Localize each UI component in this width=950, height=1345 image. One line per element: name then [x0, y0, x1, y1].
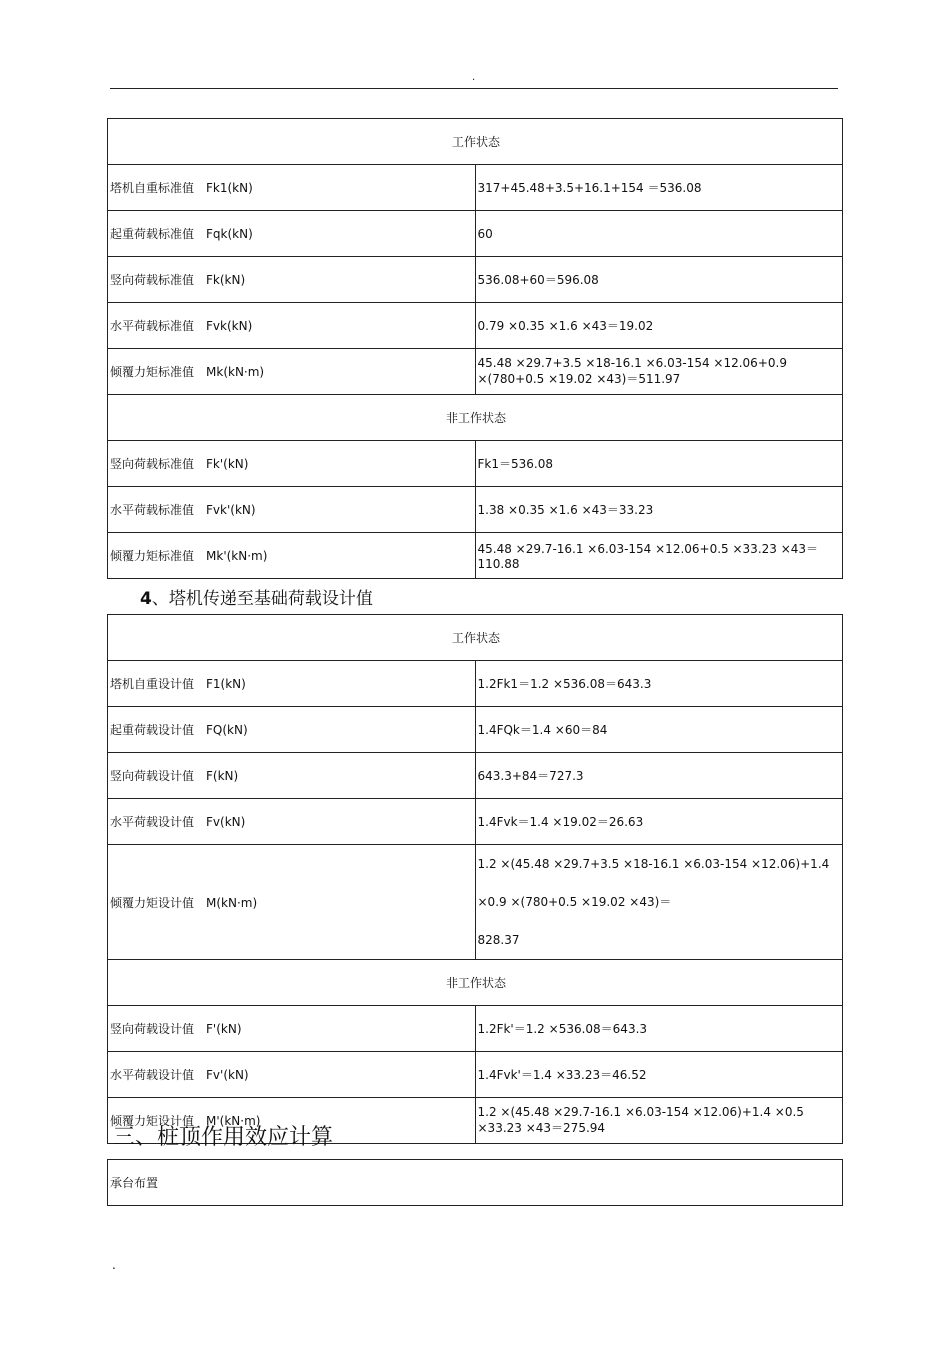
- cap-layout-table: [107, 1159, 843, 1206]
- table-row: [108, 533, 843, 579]
- working-state-title: 工作状态: [108, 119, 843, 165]
- row-label: 塔机自重设计值 F1(kN): [108, 661, 476, 707]
- table-row: [108, 165, 843, 211]
- table-row: [108, 257, 843, 303]
- row-label: 竖向荷载标准值 Fk(kN): [108, 257, 476, 303]
- row-label: 倾覆力矩设计值 M(kN·m): [108, 845, 476, 960]
- row-value: 1.4Fvk＝1.4 ×19.02＝26.63: [475, 799, 843, 845]
- row-value: 45.48 ×29.7-16.1 ×6.03-154 ×12.06+0.5 ×33.23 ×43＝110.88: [475, 533, 843, 579]
- row-value: 643.3+84＝727.3: [475, 753, 843, 799]
- row-label: 倾覆力矩标准值 Mk(kN·m): [108, 349, 476, 395]
- row-label: 倾覆力矩标准值 Mk'(kN·m): [108, 533, 476, 579]
- table-row: [108, 441, 843, 487]
- row-label: 塔机自重标准值 Fk1(kN): [108, 165, 476, 211]
- row-label: 水平荷载标准值 Fvk'(kN): [108, 487, 476, 533]
- row-value: 0.79 ×0.35 ×1.6 ×43＝19.02: [475, 303, 843, 349]
- cap-layout-label: 承台布置: [108, 1160, 843, 1206]
- row-label: 竖向荷载设计值 F'(kN): [108, 1006, 476, 1052]
- table-row: [108, 349, 843, 395]
- table-row: [108, 1160, 843, 1206]
- row-label: 倾覆力矩设计值 M'(kN·m): [108, 1098, 476, 1144]
- nonworking-state-title: 非工作状态: [108, 960, 843, 1006]
- standard-load-table: [107, 118, 843, 579]
- working-state-title: 工作状态: [108, 615, 843, 661]
- row-label: 水平荷载标准值 Fvk(kN): [108, 303, 476, 349]
- table-row: [108, 211, 843, 257]
- table-row: [108, 799, 843, 845]
- section-3-heading: 三、桩顶作用效应计算: [113, 1125, 334, 1150]
- row-label: 起重荷载标准值 Fqk(kN): [108, 211, 476, 257]
- row-label: 水平荷载设计值 Fv(kN): [108, 799, 476, 845]
- row-label: 竖向荷载设计值 F(kN): [108, 753, 476, 799]
- row-value: 317+45.48+3.5+16.1+154 ＝536.08: [475, 165, 843, 211]
- nonworking-state-title: 非工作状态: [108, 395, 843, 441]
- row-value: 45.48 ×29.7+3.5 ×18-16.1 ×6.03-154 ×12.06+0.9 ×(780+0.5 ×19.02 ×43)＝511.97: [475, 349, 843, 395]
- row-value: 1.2 ×(45.48 ×29.7-16.1 ×6.03-154 ×12.06)+1.4 ×0.5 ×33.23 ×43＝275.94: [475, 1098, 843, 1144]
- table-row: [108, 487, 843, 533]
- row-value: 1.38 ×0.35 ×1.6 ×43＝33.23: [475, 487, 843, 533]
- table-row: [108, 1006, 843, 1052]
- footer-dot: .: [112, 1258, 116, 1272]
- row-value: 1.4Fvk'＝1.4 ×33.23＝46.52: [475, 1052, 843, 1098]
- table-row: [108, 753, 843, 799]
- design-load-table: [107, 614, 843, 1144]
- row-value: Fk1＝536.08: [475, 441, 843, 487]
- row-value: 1.4FQk＝1.4 ×60＝84: [475, 707, 843, 753]
- row-value: 60: [475, 211, 843, 257]
- row-label: 起重荷载设计值 FQ(kN): [108, 707, 476, 753]
- row-label: 竖向荷载标准值 Fk'(kN): [108, 441, 476, 487]
- table-row: [108, 303, 843, 349]
- row-value: 1.2Fk'＝1.2 ×536.08＝643.3: [475, 1006, 843, 1052]
- table-row: [108, 707, 843, 753]
- row-label: 水平荷载设计值 Fv'(kN): [108, 1052, 476, 1098]
- row-value: 1.2Fk1＝1.2 ×536.08＝643.3: [475, 661, 843, 707]
- row-value: 1.2 ×(45.48 ×29.7+3.5 ×18-16.1 ×6.03-154 ×12.06)+1.4 ×0.9 ×(780+0.5 ×19.02 ×43)＝ 828.37: [475, 845, 843, 960]
- header-rule: [110, 88, 838, 89]
- table-row: [108, 1052, 843, 1098]
- row-value: 536.08+60＝596.08: [475, 257, 843, 303]
- table-row: [108, 845, 843, 960]
- table-row: [108, 661, 843, 707]
- section-4-heading: 4、塔机传递至基础荷载设计值: [140, 589, 373, 609]
- header-dot: .: [472, 72, 476, 83]
